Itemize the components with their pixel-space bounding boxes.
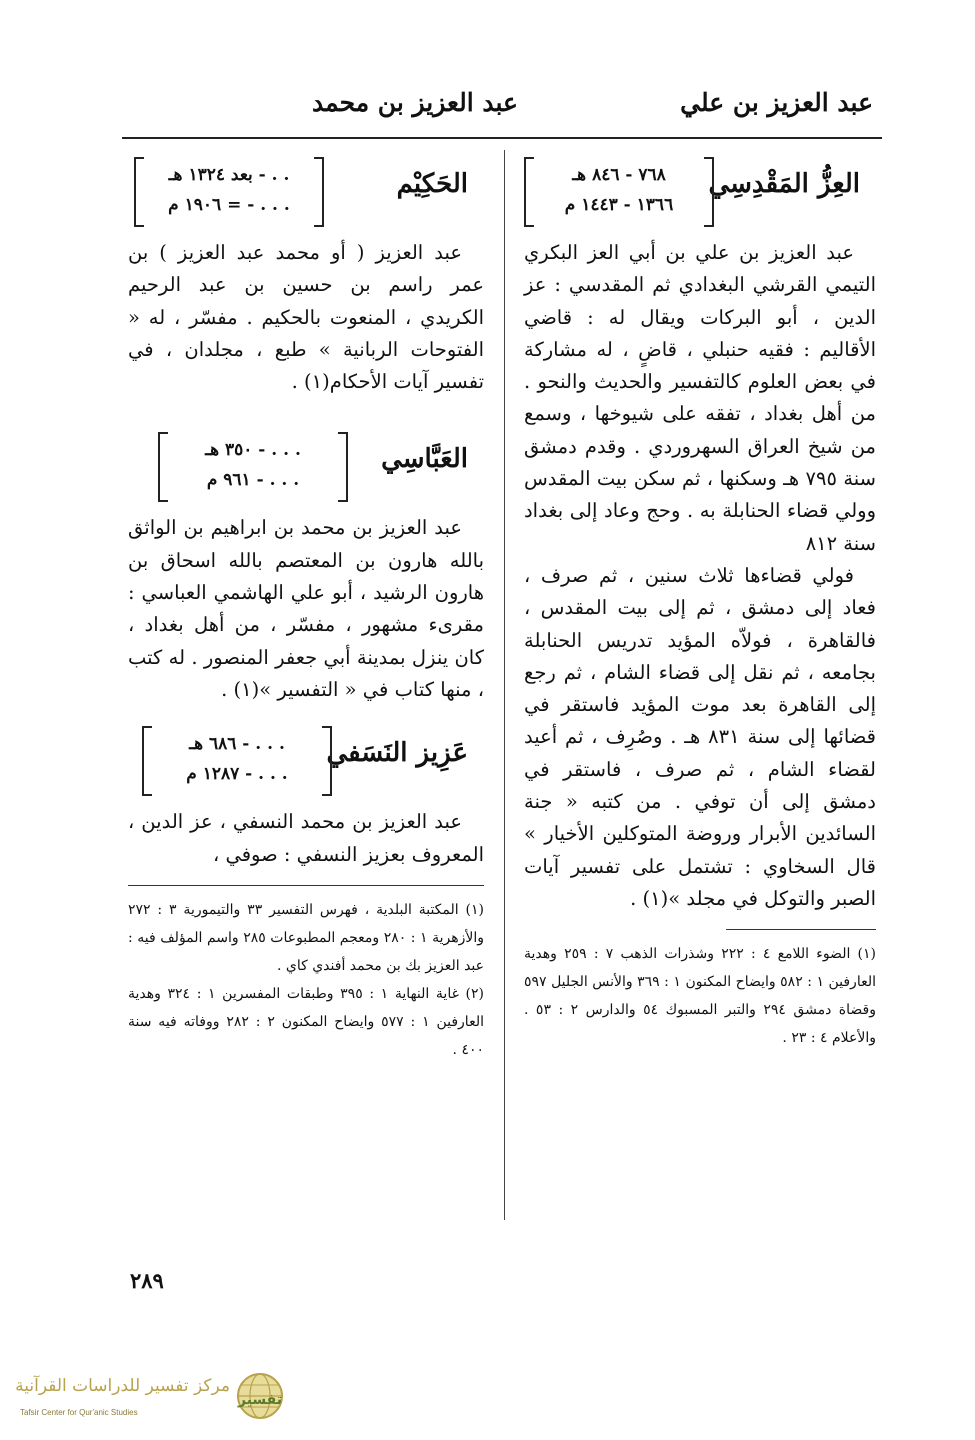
entry-body: عبد العزيز ( أو محمد عبد العزيز ) بن عمر راسم بن حسين بن عبد الرحيم الكريدي ، المنعوت بالحكيم . مفسّر ، له « الفتوحات الربانية » طبع ، مجلدان ، في تفسير آيات الأحكام(١) . bbox=[128, 241, 484, 394]
page-number: ٢٨٩ bbox=[130, 1268, 164, 1293]
date-hijri: . . - بعد ١٣٢٤ هـ bbox=[168, 165, 290, 185]
date-box bbox=[158, 432, 348, 502]
footnote: (١) المكتبة البلدية ، فهرس التفسير ٣٣ والتيمورية ٣ : ٢٧٢ والأزهرية ١ : ٢٨٠ ومعجم المطبوعات ٢٨٥ واسم المؤلف فيه : عبد العزيز بك بن محمد أفندي كاي . bbox=[128, 901, 484, 974]
date-gregorian: . . . - = ١٩٠٦ م bbox=[168, 195, 290, 215]
date-box bbox=[142, 726, 332, 796]
right-column bbox=[524, 153, 876, 1052]
column-separator bbox=[504, 150, 505, 1220]
entry-name: العِزُّ المَقْدِسِي bbox=[708, 169, 860, 199]
footnote-rule bbox=[726, 929, 876, 930]
entry-heading bbox=[128, 722, 484, 806]
footnote: (٢) غاية النهاية ١ : ٣٩٥ وطبقات المفسرين ١ : ٣٢٤ وهدية العارفين ١ : ٥٧٧ وايضاح المكنون ٢ : ٢٨٢ ووفاته فيه سنة ٤٠٠ . bbox=[128, 985, 484, 1058]
entry-heading bbox=[128, 428, 484, 512]
header-rule bbox=[122, 137, 882, 139]
entry-name: العَبَّاسِي bbox=[381, 444, 468, 475]
logo-title: مركز تفسير للدراسات القرآنية bbox=[15, 1376, 230, 1396]
date-gregorian: ١٣٦٦ - ١٤٤٣ م bbox=[564, 195, 674, 215]
footnote: (١) الضوء اللامع ٤ : ٢٢٢ وشذرات الذهب ٧ : ٢٥٩ وهدية العارفين ١ : ٥٨٢ وايضاح المكنون ١ : ٣٦٩ والأنس الجليل ٥٩٧ وقضاة دمشق ٢٩٤ والتبر المسبوك ٥٤ والدارس ٢ : ٥٣ . والأعلام ٤ : ٢٣ . bbox=[524, 946, 876, 1047]
running-header bbox=[0, 88, 975, 134]
logo-mark-text: تفسير bbox=[237, 1392, 283, 1408]
header-left: عبد العزيز بن محمد bbox=[312, 88, 518, 117]
entry-body-continued: فولي قضاءها ثلاث سنين ، ثم صرف ، فعاد إلى دمشق ، ثم إلى بيت المقدس ، فالقاهرة ، فولاّه المؤيد تدريس الحنابلة بجامعه ، ثم نقل إلى قضاء الشام ، ثم رجع إلى القاهرة بعد موت المؤيد فاستقر في قضائها إلى سنة ٨٣١ هـ . وصُرِف ، ثم أعيد لقضاء الشام ، ثم صرف ، فاستقر في دمشق إلى أن توفي . من كتبه « جنة السائدين الأبرار وروضة المتوكلين الأخيار » قال السخاوي : تشتمل على تفسير آيات الصبر والتوكل في مجلد »(١) . bbox=[524, 563, 876, 910]
entry-name: الحَكِيْم bbox=[396, 169, 468, 199]
entry-body: عبد العزيز بن محمد النسفي ، عز الدين ، المعروف بعزيز النسفي : صوفي ، bbox=[128, 810, 484, 866]
header-right: عبد العزيز بن علي bbox=[680, 88, 873, 117]
date-box bbox=[524, 157, 714, 227]
logo-subtitle: Tafsir Center for Qur'anic Studies bbox=[20, 1408, 138, 1417]
date-box bbox=[134, 157, 324, 227]
entry-heading bbox=[128, 153, 484, 237]
entry-name: عَزِيز النَسَفي bbox=[326, 738, 468, 769]
publisher-logo bbox=[15, 1370, 288, 1430]
date-gregorian: . . . - ٩٦١ م bbox=[206, 470, 300, 491]
date-gregorian: . . . - ١٢٨٧ م bbox=[186, 764, 288, 785]
entry-heading bbox=[524, 153, 876, 237]
footnote-rule bbox=[128, 885, 484, 886]
date-hijri: . . . - ٣٥٠ هـ bbox=[205, 440, 301, 461]
globe-logo-icon bbox=[232, 1370, 288, 1426]
date-hijri: ٧٦٨ - ٨٤٦ هـ bbox=[572, 165, 666, 185]
date-hijri: . . . - ٦٨٦ هـ bbox=[189, 734, 285, 755]
entry-body: عبد العزيز بن محمد بن ابراهيم بن الواثق بالله هارون بن المعتصم بالله اسحاق بن هارون الرشيد ، أبو علي الهاشمي العباسي : مقرىء مشهور ، مفسّر ، من أهل بغداد ، كان ينزل بمدينة أبي جعفر المنصور . له كتب ، منها كتاب في « التفسير »(١) . bbox=[128, 516, 484, 701]
entry-body: عبد العزيز بن علي بن أبي العز البكري التيمي القرشي البغدادي ثم المقدسي : عز الدين ، أبو البركات ويقال له : قاضي الأقاليم : فقيه حنبلي ، قاضٍ ، له مشاركة في بعض العلوم كالتفسير والحديث والنحو . من أهل بغداد ، تفقه على شيوخها ، وسمع من شيخ العراق السهروردي . وقدم دمشق سنة ٧٩٥ هـ وسكنها ، ثم سكن بيت المقدس وولي قضاء الحنابلة به . وحج وعاد إلى بغداد سنة ٨١٢ bbox=[524, 241, 876, 555]
left-column bbox=[128, 153, 484, 1064]
